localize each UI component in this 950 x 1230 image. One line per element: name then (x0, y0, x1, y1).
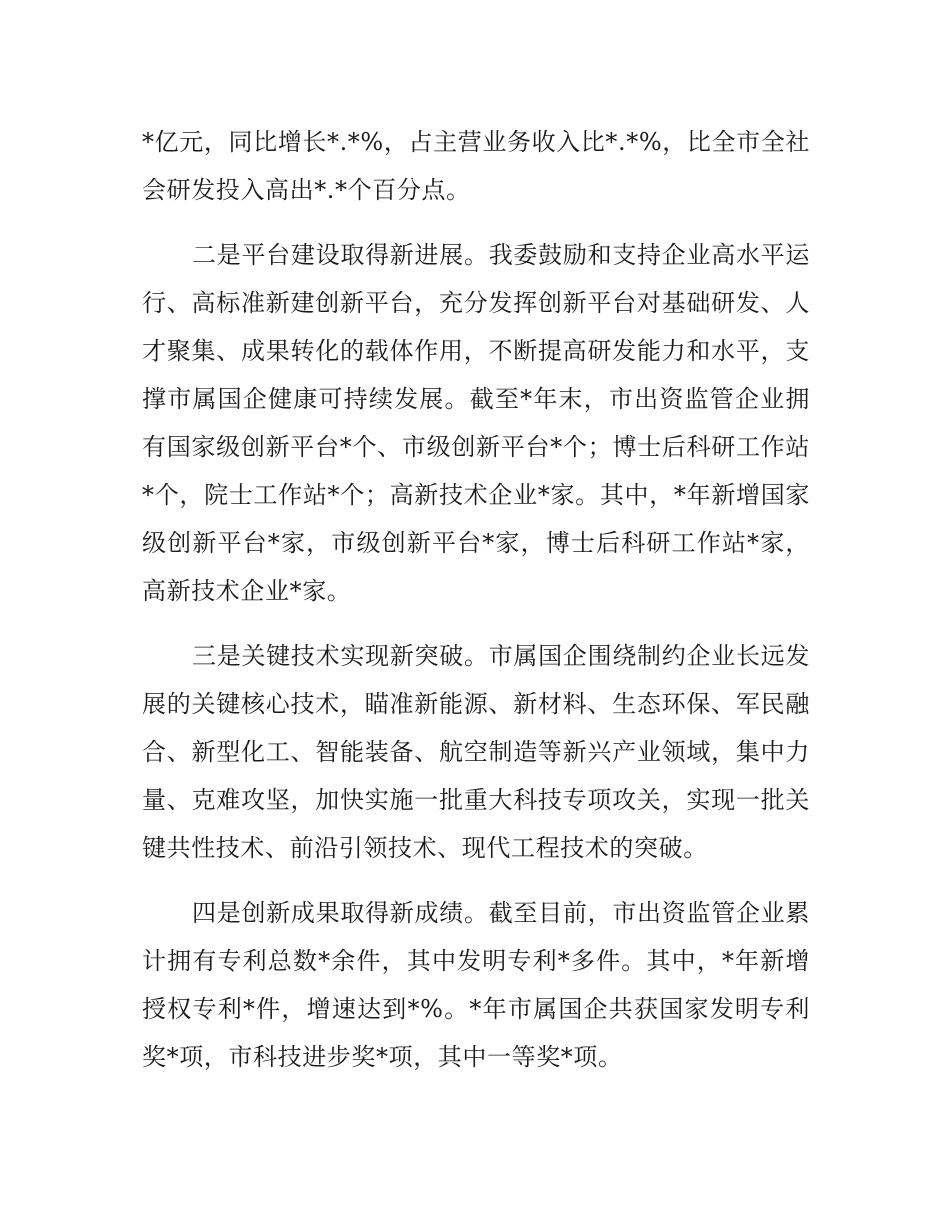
paragraph-platform-construction: 二是平台建设取得新进展。我委鼓励和支持企业高水平运行、高标准新建创新平台，充分发挥创新平台对基础研发、人才聚集、成果转化的载体作用，不断提高研发能力和水平，支撑市属国企健康可持续发展。截至*年末，市出资监管企业拥有国家级创新平台*个、市级创新平台*个；博士后科研工作站*个，院士工作站*个；高新技术企业*家。其中，*年新增国家级创新平台*家，市级创新平台*家，博士后科研工作站*家，高新技术企业*家。 (142, 241, 810, 605)
paragraph-continuation: *亿元，同比增长*.*%，占主营业务收入比*.*%，比全市全社会研发投入高出*.*个百分点。 (142, 128, 810, 204)
document-body (142, 118, 810, 1098)
paragraph-key-technology: 三是关键技术实现新突破。市属国企围绕制约企业长远发展的关键核心技术，瞄准新能源、新材料、生态环保、军民融合、新型化工、智能装备、航空制造等新兴产业领域，集中力量、克难攻坚，加快实施一批重大科技专项攻关，实现一批关键共性技术、前沿引领技术、现代工程技术的突破。 (142, 642, 810, 862)
paragraph-innovation-results: 四是创新成果取得新成绩。截至目前，市出资监管企业累计拥有专利总数*余件，其中发明专利*多件。其中，*年新增授权专利*件，增速达到*%。*年市属国企共获国家发明专利奖*项，市科技进步奖*项，其中一等奖*项。 (142, 899, 810, 1071)
